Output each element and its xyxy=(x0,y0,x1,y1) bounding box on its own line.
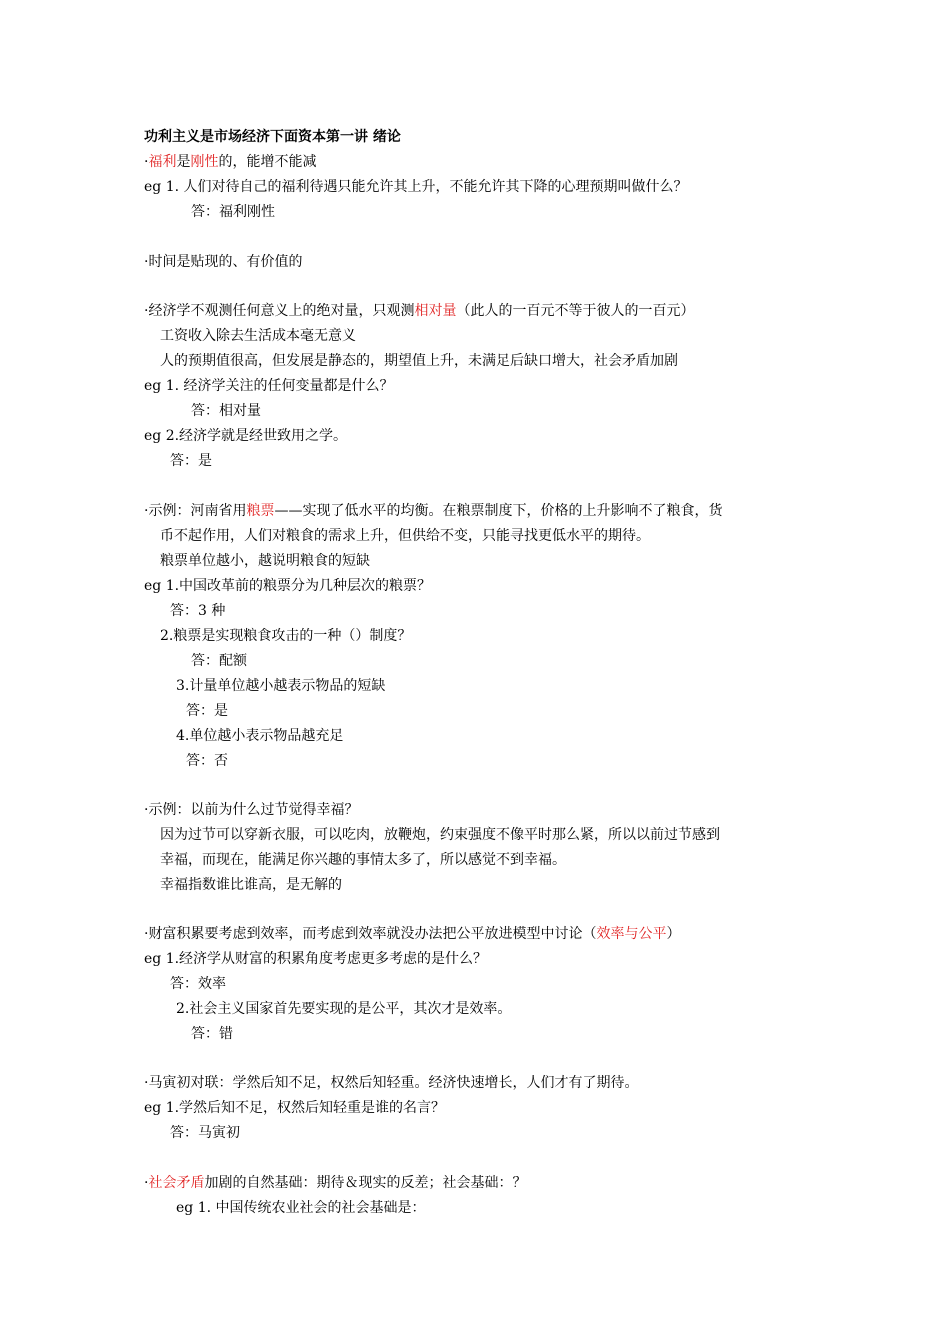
question-line: 4.单位越小表示物品越充足 xyxy=(176,728,344,744)
question-line: 2.粮票是实现粮食攻击的一种（）制度？ xyxy=(160,628,412,644)
bullet: · xyxy=(144,1175,149,1191)
highlight-efficiency-fairness: 效率与公平 xyxy=(596,926,667,942)
highlight-welfare: 福利 xyxy=(148,154,177,170)
paragraph-efficiency-fairness xyxy=(144,922,680,947)
highlight-social-conflict: 社会矛盾 xyxy=(148,1175,205,1191)
text-span: ·财富积累要考虑到效率，而考虑到效率就没办法把公平放进模型中讨论（ xyxy=(144,926,597,942)
text-span: ·示例：河南省用 xyxy=(144,503,247,519)
paragraph-time-discount: ·时间是贴现的、有价值的 xyxy=(144,254,303,270)
paragraph-relative-quantity xyxy=(144,299,694,324)
question-line: 3.计量单位越小越表示物品的短缺 xyxy=(176,678,386,694)
text-span: 的，能增不能减 xyxy=(218,154,317,170)
paragraph-line: 幸福，而现在，能满足你兴趣的事情太多了，所以感觉不到幸福。 xyxy=(160,852,566,868)
question-line: eg 1.经济学从财富的积累角度考虑更多考虑的是什么？ xyxy=(144,951,488,967)
highlight-relative-quantity: 相对量 xyxy=(414,303,457,319)
answer-line: 答：否 xyxy=(186,753,228,769)
paragraph-line: 幸福指数谁比谁高，是无解的 xyxy=(160,877,342,893)
answer-line: 答：3 种 xyxy=(170,603,226,619)
text-span: ） xyxy=(666,926,681,942)
paragraph-line: 人的预期值很高，但发展是静态的，期望值上升，未满足后缺口增大，社会矛盾加剧 xyxy=(160,353,678,369)
highlight-rigidity: 刚性 xyxy=(190,154,219,170)
answer-line: 答：是 xyxy=(170,453,212,469)
paragraph-ma-yinchu: ·马寅初对联：学然后知不足，权然后知轻重。经济快速增长，人们才有了期待。 xyxy=(144,1075,639,1091)
text-span: ·经济学不观测任何意义上的绝对量，只观测 xyxy=(144,303,415,319)
answer-line: 答：相对量 xyxy=(191,403,261,419)
question-line: eg 1. 人们对待自己的福利待遇只能允许其上升，不能允许其下降的心理预期叫做什么？ xyxy=(144,179,688,195)
paragraph-food-stamps xyxy=(144,499,722,524)
answer-line: 答：马寅初 xyxy=(170,1125,240,1141)
text-span: ——实现了低水平的均衡。在粮票制度下，价格的上升影响不了粮食，货 xyxy=(274,503,723,519)
paragraph-line: 因为过节可以穿新衣服，可以吃肉，放鞭炮，约束强度不像平时那么紧，所以以前过节感到 xyxy=(160,827,720,843)
answer-line: 答：福利刚性 xyxy=(191,204,275,220)
paragraph-holiday-happiness: ·示例：以前为什么过节觉得幸福？ xyxy=(144,802,359,818)
question-line: eg 1.学然后知不足，权然后知轻重是谁的名言？ xyxy=(144,1100,446,1116)
page-title: 功利主义是市场经济下面资本第一讲 绪论 xyxy=(144,129,401,145)
answer-line: 答：效率 xyxy=(170,976,226,992)
question-line: eg 1.中国改革前的粮票分为几种层次的粮票？ xyxy=(144,578,432,594)
answer-line: 答：是 xyxy=(186,703,228,719)
paragraph-welfare-rigidity xyxy=(144,150,316,175)
paragraph-line: 粮票单位越小，越说明粮食的短缺 xyxy=(160,553,370,569)
paragraph-social-conflict xyxy=(144,1171,526,1196)
text-span: 是 xyxy=(176,154,191,170)
text-span: （此人的一百元不等于彼人的一百元） xyxy=(456,303,695,319)
answer-line: 答：配额 xyxy=(191,653,247,669)
text-span: 加剧的自然基础：期待＆现实的反差；社会基础：？ xyxy=(204,1175,527,1191)
question-line: eg 1. 中国传统农业社会的社会基础是： xyxy=(176,1200,426,1216)
question-line: eg 1. 经济学关注的任何变量都是什么？ xyxy=(144,378,394,394)
question-line: eg 2.经济学就是经世致用之学。 xyxy=(144,428,348,444)
paragraph-line: 工资收入除去生活成本毫无意义 xyxy=(160,328,356,344)
paragraph-line: 币不起作用，人们对粮食的需求上升，但供给不变，只能寻找更低水平的期待。 xyxy=(160,528,650,544)
question-line: 2.社会主义国家首先要实现的是公平，其次才是效率。 xyxy=(176,1001,512,1017)
highlight-food-stamps: 粮票 xyxy=(246,503,275,519)
bullet: · xyxy=(144,154,149,170)
answer-line: 答：错 xyxy=(191,1026,233,1042)
